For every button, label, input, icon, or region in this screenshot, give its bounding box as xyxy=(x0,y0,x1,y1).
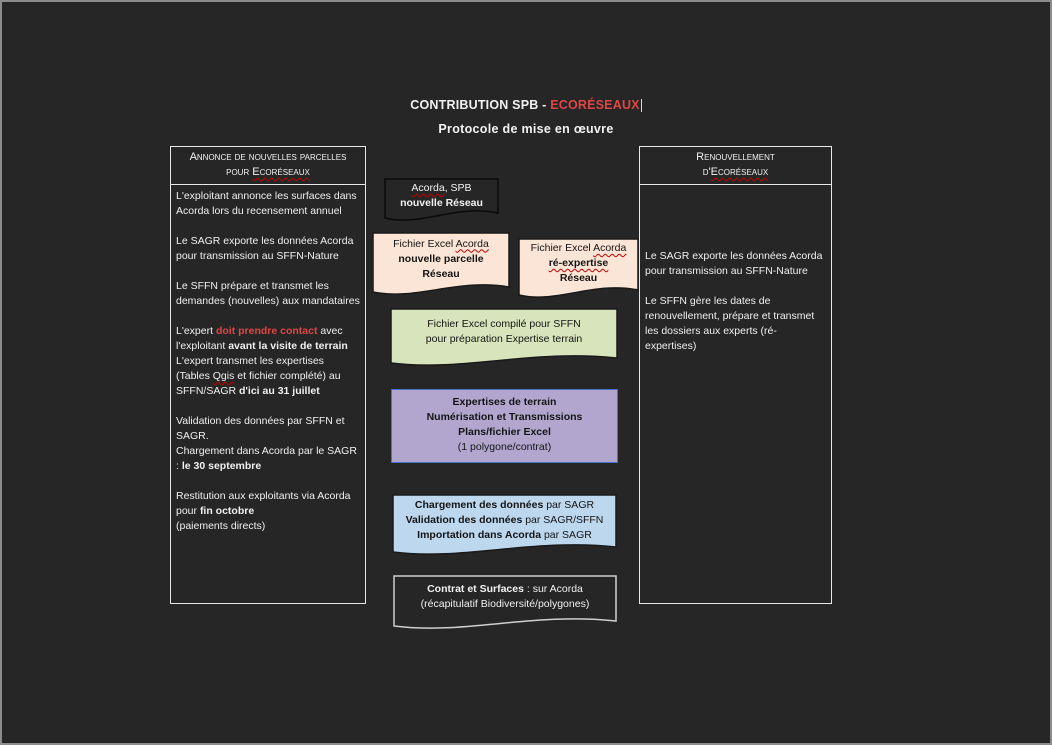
left-panel-header: Annonce de nouvelles parcelles pour Ecoréseaux xyxy=(171,147,365,185)
left-panel[interactable] xyxy=(170,146,366,604)
shape-text: Chargement des données par SAGR Validation des données par SAGR/SFFN Importation dans Acorda par SAGR xyxy=(405,498,604,541)
doc-contrat-surfaces[interactable] xyxy=(393,575,617,632)
right-panel-body: Le SAGR exporte les données Acorda pour transmission au SFFN-Nature Le SFFN gère les dates de renouvellement, prépare et transmet les dossiers aux experts (ré-expertises) xyxy=(645,250,823,352)
doc-fichier-excel-re-expertise[interactable] xyxy=(518,238,639,301)
right-panel-header: Renouvellement d'Ecoréseaux xyxy=(640,147,831,185)
text-cursor xyxy=(641,99,642,112)
shape-text: Fichier Excel Acorda ré-expertise Réseau xyxy=(530,242,627,284)
doc-fichier-excel-nouvelle-parcelle[interactable] xyxy=(372,232,510,298)
box-expertises-terrain[interactable] xyxy=(391,389,618,463)
title-highlight: ECORÉSEAUX xyxy=(550,98,640,112)
left-panel-body: L'exploitant annonce les surfaces dans Acorda lors du recensement annuel Le SAGR exporte les données Acorda pour transmission au SFFN-Nature Le SFFN prépare et transmet les demandes (nouvelles) aux mandataires L'expert doit prendre contact avec l'exploitant avant la visite de terrain L'expert transmet les expertises (Tables Qgis et fichier complété) au SFFN/SAGR d'ici au 31 juillet Validation des données par SFFN et SAGR. Chargement dans Acorda par le SAGR : le 30 septembre Restitution aux exploitants via Acorda pour fin octobre (paiements directs) xyxy=(176,190,360,532)
shape-text: Expertises de terrain Numérisation et Transmissions Plans/fichier Excel (1 polygone/contrat) xyxy=(426,396,583,453)
doc-fichier-excel-compile[interactable] xyxy=(390,308,618,369)
shape-text: Acorda, SPB nouvelle Réseau xyxy=(400,182,483,209)
doc-chargement-donnees[interactable] xyxy=(392,494,617,558)
shape-text: Contrat et Surfaces : sur Acorda (récapitulatif Biodiversité/polygones) xyxy=(420,583,590,610)
slide-title[interactable] xyxy=(2,98,1050,112)
shape-text: Fichier Excel Acorda nouvelle parcelle Réseau xyxy=(393,237,489,280)
right-panel[interactable] xyxy=(639,146,832,604)
shape-text: Fichier Excel compilé pour SFFN pour préparation Expertise terrain xyxy=(425,317,583,345)
doc-acorda-spb[interactable] xyxy=(384,178,499,224)
title-prefix: CONTRIBUTION SPB - xyxy=(410,98,551,112)
slide-subtitle[interactable]: Protocole de mise en œuvre xyxy=(438,122,614,136)
